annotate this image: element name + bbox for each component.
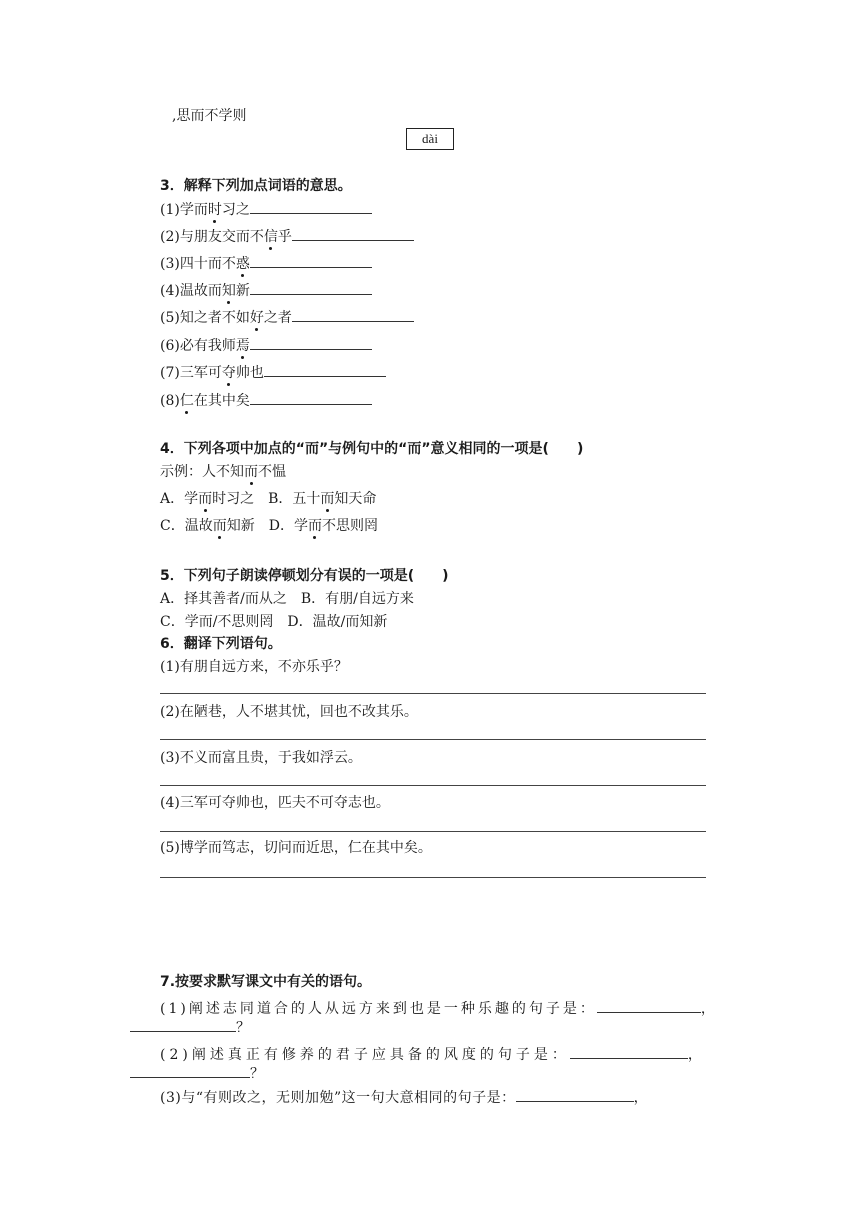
pinyin-box: dài xyxy=(406,128,454,150)
q3-item-pre: (4)温故而 xyxy=(160,283,222,299)
q7-item-1-text: (1)阐述志同道合的人从远方来到也是一种乐趣的句子是： xyxy=(160,1001,597,1017)
q3-item-pre: (8) xyxy=(160,393,180,409)
q7-blank-3a[interactable] xyxy=(516,1088,634,1102)
q7-comma-2: ， xyxy=(687,1047,706,1063)
q4-optD-dot: 而 xyxy=(307,518,322,534)
q7-qmark-1: ？ xyxy=(236,1020,250,1036)
q4-example-pre: 示例：人不知 xyxy=(160,464,244,480)
q3-item-pre: (6)必有我师 xyxy=(160,338,236,354)
q3-item xyxy=(160,391,372,410)
q3-item-post: 在其中矣 xyxy=(193,393,250,409)
q4-example-dot: 而 xyxy=(244,464,258,480)
q4-optA-post: 时习之 B．五十 xyxy=(212,491,321,507)
q7-qmark-2: ？ xyxy=(250,1066,264,1082)
q4-optB-dot: 而 xyxy=(320,491,335,507)
q7-item-3-text: (3)与“有则改之，无则加勉”这一句大意相同的句子是： xyxy=(160,1090,516,1106)
q3-item-post: 新 xyxy=(235,283,250,299)
q7-title: 7.按要求默写课文中有关的语句。 xyxy=(160,974,372,990)
q3-item xyxy=(160,281,372,300)
q3-item-dotted-char: 惑 xyxy=(235,256,250,272)
q4-example-post: 不愠 xyxy=(258,464,286,480)
q3-item-dotted-char: 好 xyxy=(249,310,264,326)
q6-title: 6．翻译下列语句。 xyxy=(160,636,282,652)
q3-item-pre: (3)四十而不 xyxy=(160,256,236,272)
q3-item xyxy=(160,227,414,246)
q3-item xyxy=(160,200,372,219)
q3-answer-blank[interactable] xyxy=(292,308,414,322)
q6-item-4: (4)三军可夺帅也，匹夫不可夺志也。 xyxy=(160,795,390,811)
q7-item-2-text: (2)阐述真正有修养的君子应具备的风度的句子是： xyxy=(160,1047,570,1063)
q6-answer-line-4[interactable] xyxy=(160,831,706,832)
q3-item-pre: (1)学而 xyxy=(160,202,208,218)
q6-item-5: (5)博学而笃志，切问而近思，仁在其中矣。 xyxy=(160,840,432,856)
q3-item-dotted-char: 焉 xyxy=(235,338,250,354)
q4-optA-dot: 而 xyxy=(198,491,213,507)
q3-item-pre: (5)知之者不如 xyxy=(160,310,250,326)
q4-optC-post: 知新 D．学 xyxy=(226,518,308,534)
q7-item-1-cont xyxy=(130,1018,250,1037)
q3-item-dotted-char: 信 xyxy=(263,229,278,245)
q7-comma-1: ， xyxy=(700,1001,718,1017)
q5-title: 5．下列句子朗读停顿划分有误的一项是( ) xyxy=(160,568,449,584)
q7-item-3 xyxy=(160,1088,648,1107)
q3-item-post: 乎 xyxy=(277,229,292,245)
q7-comma-3: ， xyxy=(633,1090,649,1106)
q6-item-2: (2)在陋巷，人不堪其忧，回也不改其乐。 xyxy=(160,704,418,720)
q3-item-post: 帅也 xyxy=(235,365,264,381)
q5-line1: A．择其善者/而从之 B．有朋/自远方来 xyxy=(160,591,414,607)
q3-item-post: 之者 xyxy=(263,310,292,326)
q3-answer-blank[interactable] xyxy=(250,200,372,214)
q3-item-pre: (7)三军可 xyxy=(160,365,222,381)
q3-answer-blank[interactable] xyxy=(250,254,372,268)
fragment-text: ,思而不学则 xyxy=(172,108,247,124)
q3-answer-blank[interactable] xyxy=(250,391,372,405)
q4-optC-dot: 而 xyxy=(212,518,227,534)
q3-item xyxy=(160,363,386,382)
q6-answer-line-5[interactable] xyxy=(160,877,706,878)
q6-answer-line-2[interactable] xyxy=(160,739,706,740)
q6-item-1: (1)有朋自远方来，不亦乐乎？ xyxy=(160,659,348,675)
q3-item-dotted-char: 仁 xyxy=(179,393,194,409)
q7-item-2 xyxy=(160,1045,706,1064)
q7-item-2-cont xyxy=(130,1064,264,1083)
q4-example xyxy=(160,463,286,481)
q3-item-dotted-char: 时 xyxy=(207,202,222,218)
q4-optC-pre: C．温故 xyxy=(160,518,213,534)
q3-answer-blank[interactable] xyxy=(264,363,386,377)
q5-line2: C．学而/不思则罔 D．温故/而知新 xyxy=(160,614,388,630)
q3-item-pre: (2)与朋友交而不 xyxy=(160,229,264,245)
q3-answer-blank[interactable] xyxy=(250,281,372,295)
q3-answer-blank[interactable] xyxy=(292,227,414,241)
q4-optD-post: 不思则罔 xyxy=(321,518,378,534)
q7-blank-2a[interactable] xyxy=(570,1045,688,1059)
q3-item xyxy=(160,308,414,327)
q3-item xyxy=(160,336,372,355)
q4-options-ab xyxy=(160,490,376,508)
q3-item-post: 习之 xyxy=(221,202,250,218)
q7-blank-1b[interactable] xyxy=(130,1018,236,1032)
q6-answer-line-3[interactable] xyxy=(160,785,706,786)
q3-item-dotted-char: 知 xyxy=(221,283,236,299)
q4-options-cd xyxy=(160,517,378,535)
q3-item-dotted-char: 夺 xyxy=(221,365,236,381)
q7-blank-1a[interactable] xyxy=(597,999,701,1013)
q4-title: 4．下列各项中加点的“而”与例句中的“而”意义相同的一项是( ) xyxy=(160,441,584,457)
q3-answer-blank[interactable] xyxy=(250,336,372,350)
q7-blank-2b[interactable] xyxy=(130,1064,250,1078)
q3-title: 3．解释下列加点词语的意思。 xyxy=(160,178,352,194)
q3-item xyxy=(160,254,372,273)
q6-item-3: (3)不义而富且贵，于我如浮云。 xyxy=(160,750,362,766)
q4-optA-pre: A．学 xyxy=(160,491,199,507)
q6-answer-line-1[interactable] xyxy=(160,693,706,694)
q4-optB-post: 知天命 xyxy=(334,491,377,507)
q7-item-1 xyxy=(160,999,718,1018)
